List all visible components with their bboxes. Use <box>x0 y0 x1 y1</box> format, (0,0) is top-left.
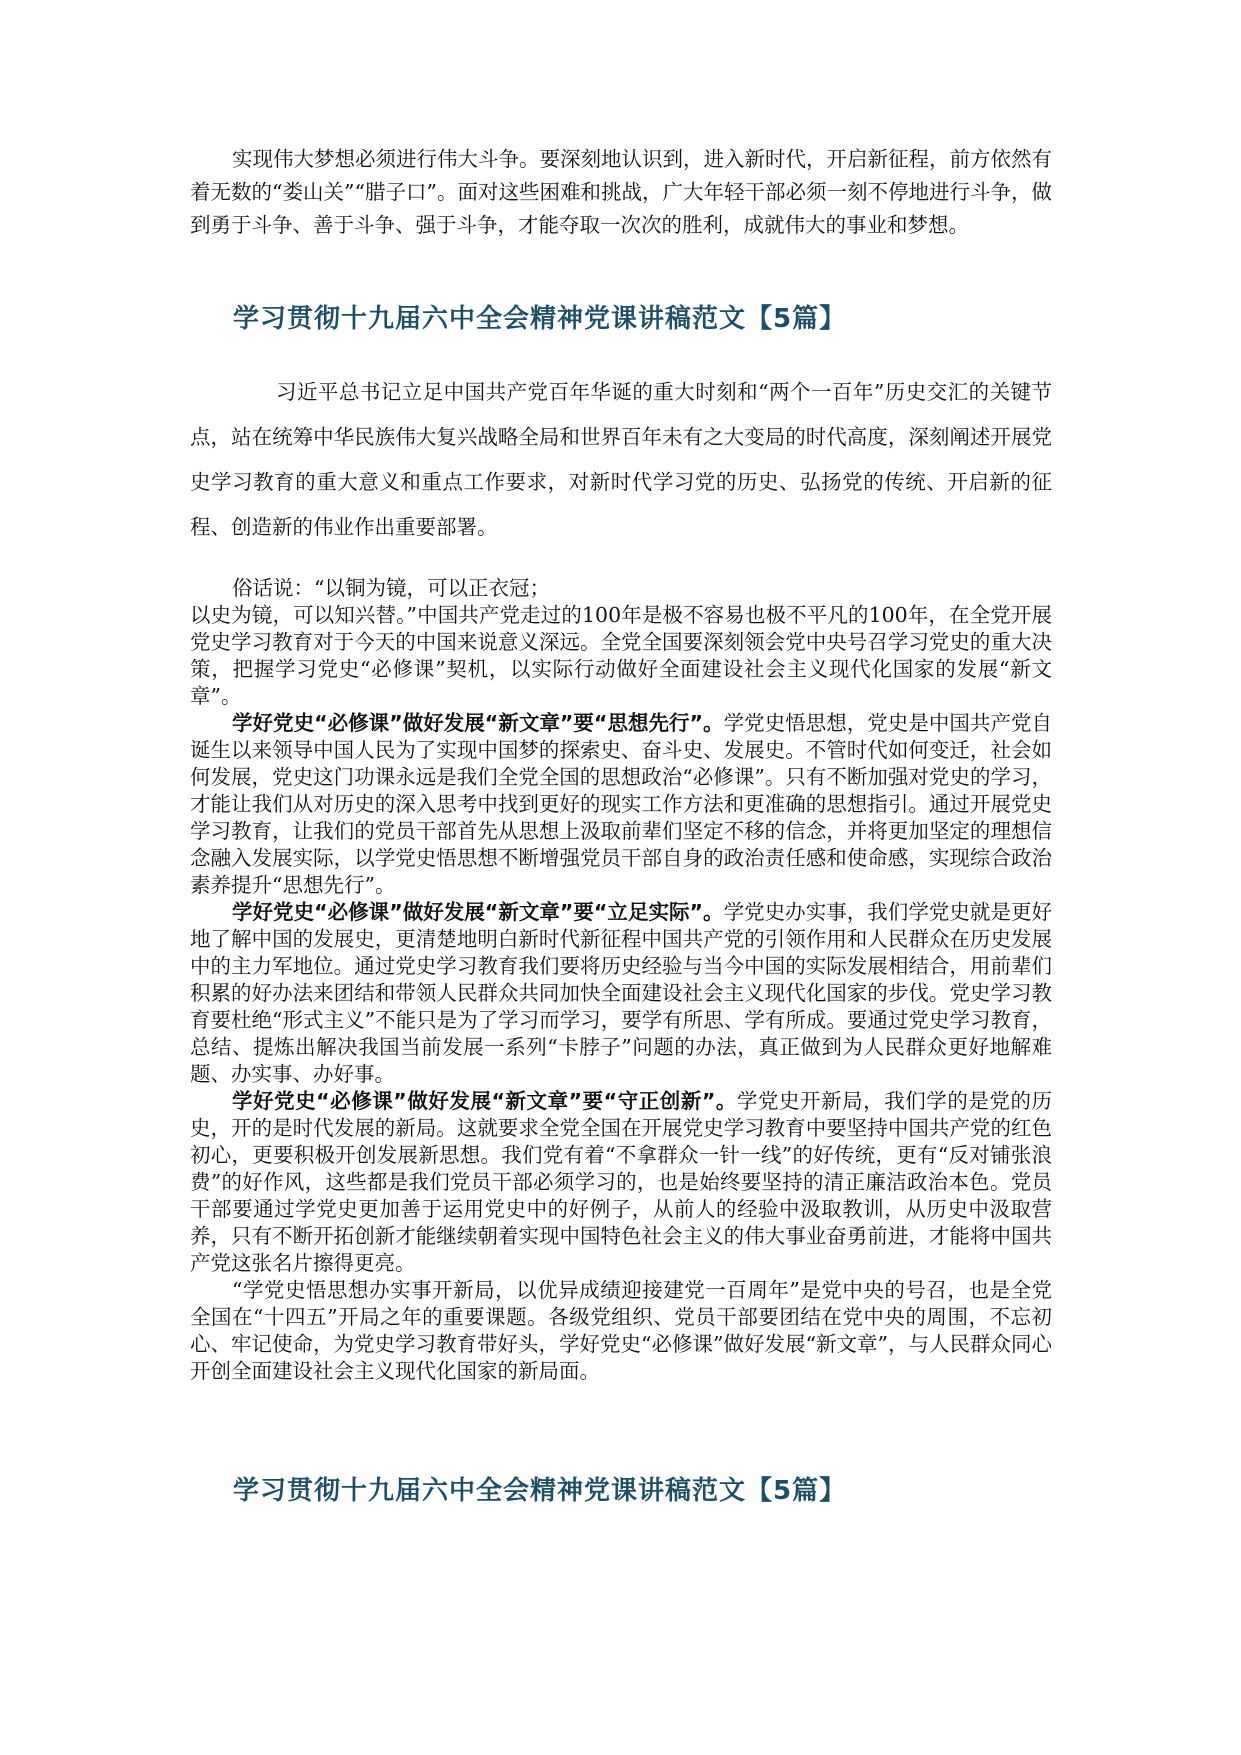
section-paragraph-2 <box>190 899 1052 1088</box>
quote-continuation: 以史为镜，可以知兴替。”中国共产党走过的100年是极不容易也极不平凡的100年，在全党开展党史学习教育对于今天的中国来说意义深远。全党全国要深刻领会党中央号召学习党史的重大决策，把握学习党史“必修课”契机，以实际行动做好全面建设社会主义现代化国家的发展“新文章”。 <box>190 603 1052 708</box>
intro-paragraph <box>190 143 1052 242</box>
section-heading-2: 学习贯彻十九届六中全会精神党课讲稿范文【5篇】 <box>233 1476 847 1506</box>
section-paragraph-3 <box>190 1088 1052 1277</box>
section-lead-2: 学好党史“必修课”做好发展“新文章”要“立足实际”。 <box>232 900 724 924</box>
section-text-3: 学党史开新局，我们学的是党的历史，开的是时代发展的新局。这就要求全党全国在开展党史学习教育中要坚持中国共产党的红色初心，更要积极开创发展新思想。我们党有着“不拿群众一针一线”的好传统，更有“反对铺张浪费”的好作风，这些都是我们党员干部必须学习的，也是始终要坚持的清正廉洁政治本色。党员干部要通过学党史更加善于运用党史中的好例子，从前人的经验中汲取教训，从历史中汲取营养，只有不断开拓创新才能继续朝着实现中国特色社会主义的伟大事业奋勇前进，才能将中国共产党这张名片擦得更亮。 <box>190 1089 1053 1275</box>
section-lead-3: 学好党史“必修课”做好发展“新文章”要“守正创新”。 <box>232 1089 737 1113</box>
lead-paragraph <box>190 370 1052 550</box>
article-body <box>190 710 1052 1385</box>
section-text-2: 学党史办实事，我们学党史就是更好地了解中国的发展史，更清楚地明白新时代新征程中国共产党的引领作用和人民群众在历史发展中的主力军地位。通过党史学习教育我们要将历史经验与当今中国的实际发展相结合，用前辈们积累的好办法来团结和带领人民群众共同加快全面建设社会主义现代化国家的步伐。党史学习教育要杜绝“形式主义”不能只是为了学习而学习，要学有所思、学有所成。要通过党史学习教育，总结、提炼出解决我国当前发展一系列“卡脖子”问题的办法，真正做到为人民群众更好地解难题、办实事、办好事。 <box>190 900 1053 1086</box>
lead-text: 习近平总书记立足中国共产党百年华诞的重大时刻和“两个一百年”历史交汇的关键节点，站在统筹中华民族伟大复兴战略全局和世界百年未有之大变局的时代高度，深刻阐述开展党史学习教育的重大意义和重点工作要求，对新时代学习党的历史、弘扬党的传统、开启新的征程、创造新的伟业作出重要部署。 <box>190 380 1052 539</box>
section-heading-1: 学习贯彻十九届六中全会精神党课讲稿范文【5篇】 <box>233 304 847 334</box>
quote-line-1: 俗话说：“以铜为镜，可以正衣冠； <box>232 576 550 600</box>
section-lead-1: 学好党史“必修课”做好发展“新文章”要“思想先行”。 <box>232 711 724 735</box>
closing-paragraph: “学党史悟思想办实事开新局，以优异成绩迎接建党一百周年”是党中央的号召，也是全党全国在“十四五”开局之年的重要课题。各级党组织、党员干部要团结在党中央的周围，不忘初心、牢记使命，为党史学习教育带好头，学好党史“必修课”做好发展“新文章”，与人民群众同心开创全面建设社会主义现代化国家的新局面。 <box>190 1278 1052 1383</box>
section-paragraph-1 <box>190 710 1052 899</box>
section-text-1: 学党史悟思想，党史是中国共产党自诞生以来领导中国人民为了实现中国梦的探索史、奋斗史、发展史。不管时代如何变迁，社会如何发展，党史这门功课永远是我们全党全国的思想政治“必修课”。只有不断加强对党史的学习，才能让我们从对历史的深入思考中找到更好的现实工作方法和更准确的思想指引。通过开展党史学习教育，让我们的党员干部首先从思想上汲取前辈们坚定不移的信念，并将更加坚定的理想信念融入发展实际，以学党史悟思想不断增强党员干部自身的政治责任感和使命感，实现综合政治素养提升“思想先行”。 <box>190 711 1053 897</box>
quote-paragraph <box>190 575 1052 710</box>
intro-text: 实现伟大梦想必须进行伟大斗争。要深刻地认识到，进入新时代，开启新征程，前方依然有着无数的“娄山关”“腊子口”。面对这些困难和挑战，广大年轻干部必须一刻不停地进行斗争，做到勇于斗争、善于斗争、强于斗争，才能夺取一次次的胜利，成就伟大的事业和梦想。 <box>190 147 1052 237</box>
